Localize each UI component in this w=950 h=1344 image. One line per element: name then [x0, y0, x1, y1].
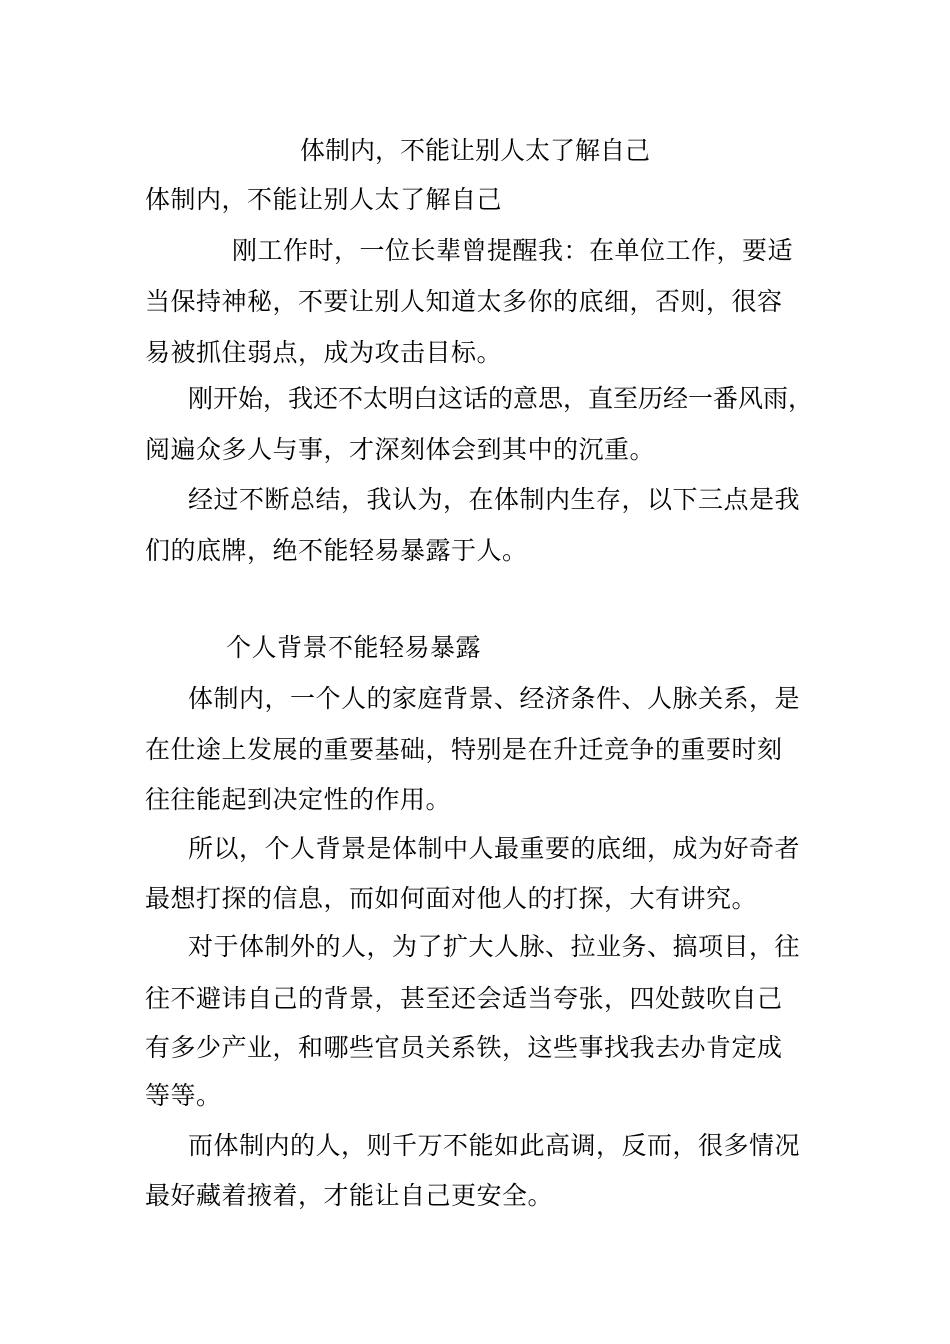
paragraph-line: 易被抓住弱点，成为攻击目标。	[145, 338, 503, 367]
paragraph-line: 对于体制外的人，为了扩大人脉、拉业务、搞项目，往	[188, 932, 801, 961]
paragraph-line: 阅遍众多人与事，才深刻体会到其中的沉重。	[145, 435, 656, 464]
paragraph-line: 体制内，一个人的家庭背景、经济条件、人脉关系，是	[188, 684, 801, 713]
paragraph-line: 当保持神秘，不要让别人知道太多你的底细，否则，很容	[145, 287, 783, 316]
document-title: 体制内，不能让别人太了解自己	[299, 136, 650, 165]
paragraph-line: 往往能起到决定性的作用。	[145, 785, 452, 814]
section-heading: 个人背景不能轻易暴露	[226, 633, 482, 662]
document-subtitle: 体制内，不能让别人太了解自己	[145, 185, 503, 214]
paragraph-line: 刚开始，我还不太明白这话的意思，直至历经一番风雨，	[188, 384, 814, 413]
paragraph-line: 在仕途上发展的重要基础，特别是在升迁竞争的重要时刻	[145, 735, 783, 764]
paragraph-line: 往不避讳自己的背景，甚至还会适当夸张，四处鼓吹自己	[145, 984, 783, 1013]
paragraph-line: 等等。	[145, 1081, 222, 1110]
paragraph-line: 刚工作时，一位长辈曾提醒我：在单位工作，要适	[232, 236, 794, 265]
paragraph-line: 经过不断总结，我认为，在体制内生存，以下三点是我	[188, 485, 801, 514]
paragraph-line: 们的底牌，绝不能轻易暴露于人。	[145, 536, 528, 565]
paragraph-line: 最好藏着掖着，才能让自己更安全。	[145, 1181, 554, 1210]
paragraph-line: 有多少产业，和哪些官员关系铁，这些事找我去办肯定成	[145, 1033, 783, 1062]
paragraph-line: 所以，个人背景是体制中人最重要的底细，成为好奇者	[188, 834, 801, 863]
paragraph-line: 而体制内的人，则千万不能如此高调，反而，很多情况	[188, 1131, 801, 1160]
paragraph-line: 最想打探的信息，而如何面对他人的打探，大有讲究。	[145, 884, 758, 913]
